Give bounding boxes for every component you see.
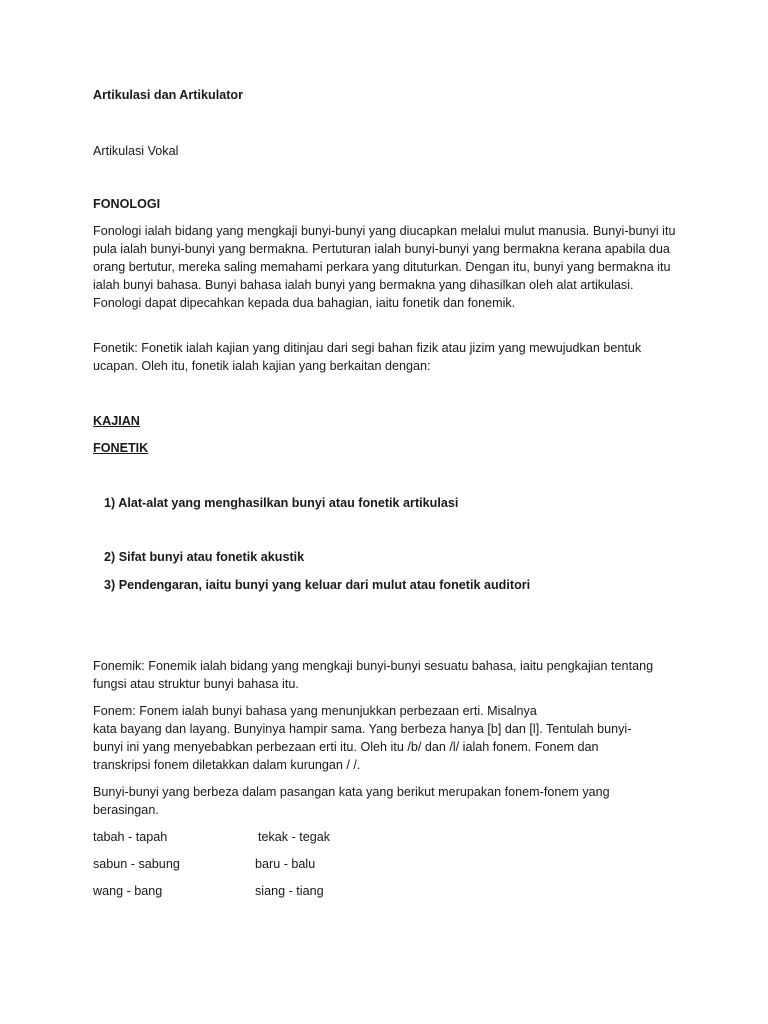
pair-left: wang - bang xyxy=(93,884,163,898)
fonetik-label: FONETIK xyxy=(93,441,149,455)
fonemik-paragraph: Fonemik: Fonemik ialah bidang yang mengkaji bunyi-bunyi sesuatu bahasa, iaitu pengkajian tentang fungsi atau struktur bunyi bahasa itu. xyxy=(93,659,654,691)
pair-left: tabah - tapah xyxy=(93,830,168,844)
pair-right: baru - balu xyxy=(255,857,316,871)
list-item: 3) Pendengaran, iaitu bunyi yang keluar dari mulut atau fonetik auditori xyxy=(104,578,531,592)
fonologi-paragraph: Fonologi ialah bidang yang mengkaji bunyi-bunyi yang diucapkan melalui mulut manusia. Bunyi-bunyi itu pula ialah bunyi-bunyi yang bermakna. Pertuturan ialah bunyi-bunyi yang bermakna kerana apabila dua orang bertutur, mereka saling memahami perkara yang dituturkan. Dengan itu, bunyi yang bermakna itu ialah bunyi bahasa. Bunyi bahasa ialah bunyi yang bermakna yang dihasilkan oleh alat artikulasi. Fonologi dapat dipecahkan kepada dua bahagian, iaitu fonetik dan fonemik. xyxy=(93,224,676,310)
list-item: 2) Sifat bunyi atau fonetik akustik xyxy=(104,550,305,564)
fonem-paragraph xyxy=(93,702,678,774)
kajian-label: KAJIAN xyxy=(93,414,140,428)
fonetik-paragraph: Fonetik: Fonetik ialah kajian yang ditinjau dari segi bahan fizik atau jizim yang mewujudkan bentuk ucapan. Oleh itu, fonetik ialah kajian yang berkaitan dengan: xyxy=(93,341,642,373)
list-item: 1) Alat-alat yang menghasilkan bunyi atau fonetik artikulasi xyxy=(104,496,459,510)
pairs-intro: Bunyi-bunyi yang berbeza dalam pasangan kata yang berikut merupakan fonem-fonem yang berasingan. xyxy=(93,785,610,817)
pair-right: siang - tiang xyxy=(255,884,324,898)
fonem-line: kata bayang dan layang. Bunyinya hampir sama. Yang berbeza hanya [b] dan [l]. Tentulah bunyi- xyxy=(93,722,632,736)
fonem-line: Fonem: Fonem ialah bunyi bahasa yang menunjukkan perbezaan erti. Misalnya xyxy=(93,704,537,718)
pair-left: sabun - sabung xyxy=(93,857,180,871)
document-title: Artikulasi dan Artikulator xyxy=(93,88,243,102)
pair-right: tekak - tegak xyxy=(258,830,331,844)
fonem-line: bunyi ini yang menyebabkan perbezaan erti itu. Oleh itu /b/ dan /l/ ialah fonem. Fonem dan xyxy=(93,740,599,754)
document-subtitle: Artikulasi Vokal xyxy=(93,144,179,158)
heading-fonologi: FONOLOGI xyxy=(93,197,161,211)
fonem-line: transkripsi fonem diletakkan dalam kurungan / /. xyxy=(93,758,361,772)
